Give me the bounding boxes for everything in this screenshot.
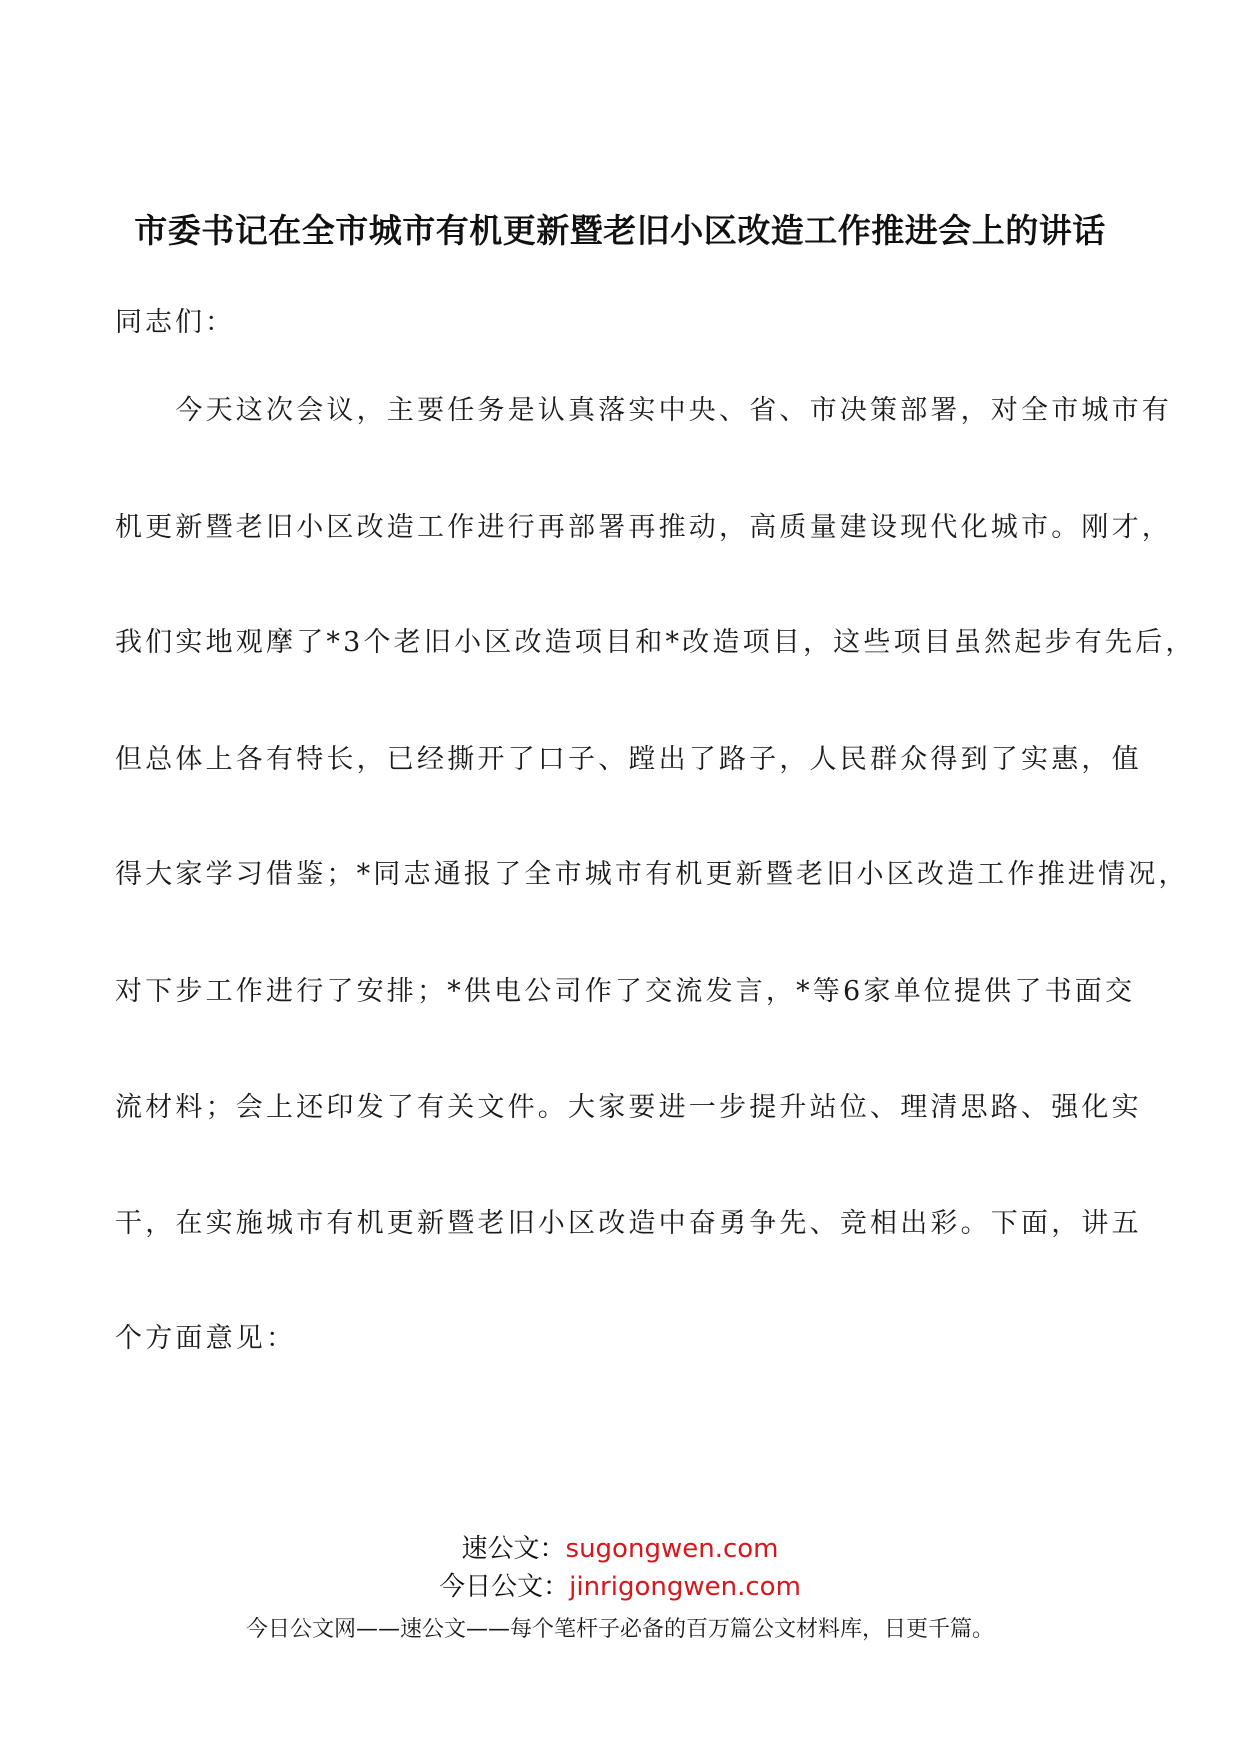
footer-link-sugongwen[interactable]: sugongwen.com (565, 1534, 779, 1564)
paragraph-line: 流材料；会上还印发了有关文件。大家要进一步提升站位、理清思路、强化实 (115, 1092, 1142, 1123)
paragraph-line: 今天这次会议，主要任务是认真落实中央、省、市决策部署，对全市城市有 (115, 395, 1172, 426)
paragraph-line: 机更新暨老旧小区改造工作进行再部署再推动，高质量建设现代化城市。刚才， (115, 512, 1172, 543)
footer-label-sugongwen: 速公文： (461, 1534, 566, 1564)
paragraph-line: 得大家学习借鉴；*同志通报了全市城市有机更新暨老旧小区改造工作推进情况， (115, 859, 1189, 890)
paragraph-line: 对下步工作进行了安排；*供电公司作了交流发言，*等6家单位提供了书面交 (115, 976, 1136, 1007)
salutation: 同志们： (115, 307, 235, 338)
footer-sugongwen (0, 1528, 1240, 1565)
document-title: 市委书记在全市城市有机更新暨老旧小区改造工作推进会上的讲话 (134, 211, 1106, 250)
footer-slogan: 今日公文网——速公文——每个笔杆子必备的百万篇公文材料库，日更千篇。 (245, 1617, 994, 1642)
footer-link-jinrigongwen[interactable]: jinrigongwen.com (569, 1572, 801, 1602)
paragraph-line: 但总体上各有特长，已经撕开了口子、蹚出了路子，人民群众得到了实惠，值 (115, 744, 1142, 775)
paragraph-line: 个方面意见： (115, 1323, 297, 1354)
paragraph-line: 我们实地观摩了*3个老旧小区改造项目和*改造项目，这些项目虽然起步有先后， (115, 627, 1196, 658)
footer-jinrigongwen (0, 1566, 1240, 1603)
paragraph-line: 干，在实施城市有机更新暨老旧小区改造中奋勇争先、竞相出彩。下面，讲五 (115, 1208, 1142, 1239)
footer-label-jinrigongwen: 今日公文： (439, 1572, 570, 1602)
